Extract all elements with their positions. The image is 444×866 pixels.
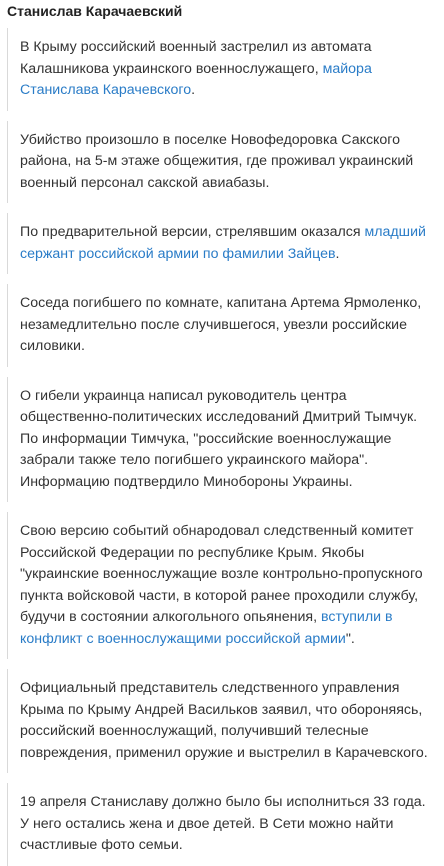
paragraph-text: Свою версию событий обнародовал следственный комитет Российской Федерации по республике Крым. Якобы "украинские военнослужащие возле контрольно-пропускного пункта войсковой части, в которой ранее проходили службу, будучи в состоянии алкогольного опьянения, <box>20 523 423 625</box>
article-title: Станислав Карачаевский <box>7 3 183 19</box>
paragraph-text: Официальный представитель следственного управления Крыма по Крыму Андрей Васильков заявил, что обороняясь, российский военнослужащий, получивший телесные повреждения, применил оружие и выстрелил в Карачевского. <box>20 680 428 761</box>
paragraph-text: В Крыму российский военный застрелил из автомата Калашникова украинского военнослужащего, <box>20 39 372 77</box>
article-body <box>0 28 444 866</box>
paragraph-text: ". <box>345 630 355 647</box>
article-paragraph <box>7 28 444 111</box>
paragraph-text: По предварительной версии, стрелявшим оказался <box>20 224 365 240</box>
inline-link[interactable]: младший сержант российской армии по фамилии Зайцев <box>20 224 426 262</box>
article-paragraph <box>7 213 444 274</box>
article-paragraph <box>7 783 444 866</box>
inline-link[interactable]: майора Станислава Карачевского <box>20 60 372 98</box>
paragraph-text: . <box>191 82 196 98</box>
article-paragraph <box>7 512 444 659</box>
paragraph-text: 19 апреля Станиславу должно было бы исполниться 33 года. У него остались жена и двое детей. В Сети можно найти счастливые фото семьи. <box>20 794 426 853</box>
paragraph-text: О гибели украинца написал руководитель центра общественно-политических исследований Дмитрий Тымчук. По информации Тимчука, "российские военнослужащие забрали также тело погибшего украинского майора". Информацию подтвердило Минобороны Украины. <box>20 387 418 490</box>
paragraph-text: . <box>335 245 340 262</box>
article-paragraph <box>7 377 444 503</box>
article-paragraph <box>7 284 444 367</box>
article-paragraph <box>7 121 444 204</box>
paragraph-text: Убийство произошло в поселке Новофедоровка Сакского района, на 5-м этаже общежития, где проживал украинский военный персонал сакской авиабазы. <box>20 131 414 191</box>
inline-link[interactable]: вступили в конфликт с военнослужащими российской армии <box>20 609 393 647</box>
paragraph-text: Соседа погибшего по комнате, капитана Артема Ярмоленко, незамедлительно после случившегося, увезли российские силовики. <box>20 295 422 354</box>
article-paragraph <box>7 669 444 773</box>
